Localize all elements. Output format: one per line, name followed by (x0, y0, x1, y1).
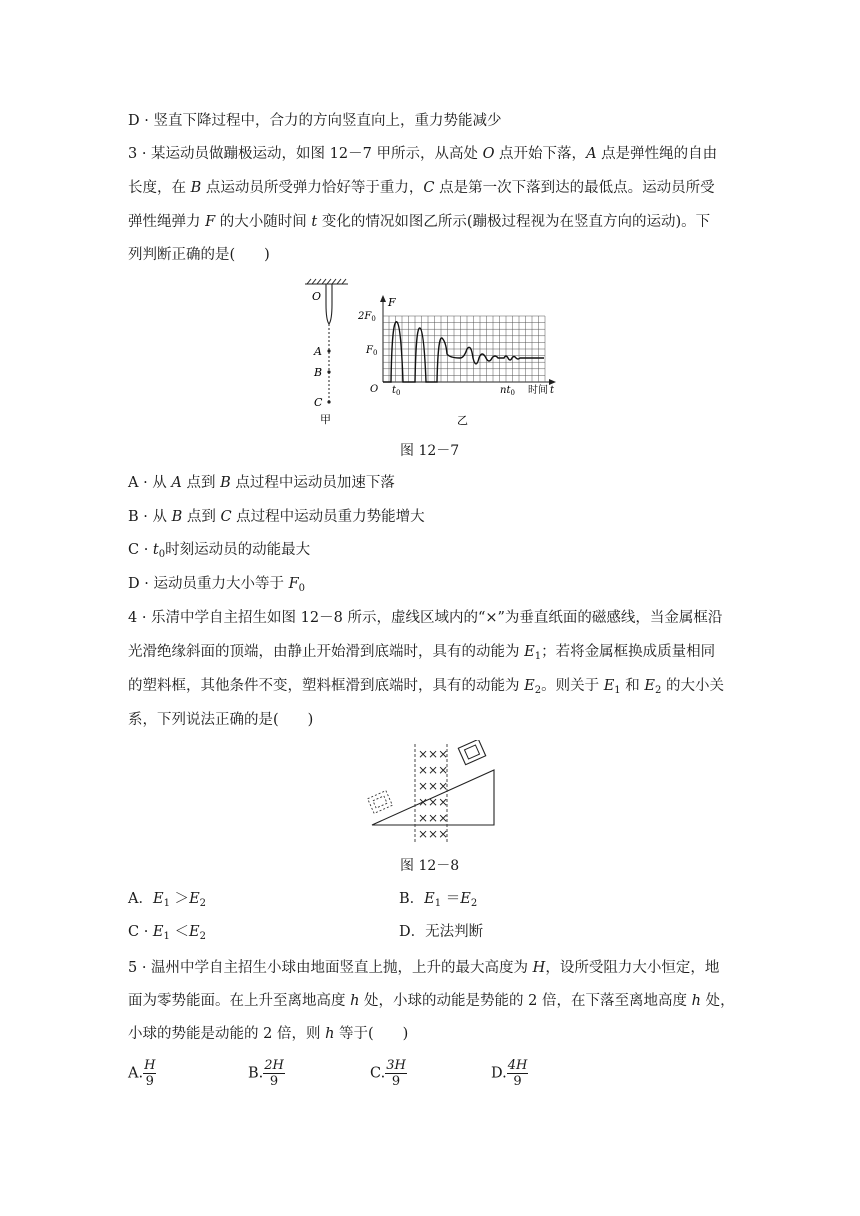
point-c-dot (327, 400, 330, 403)
label-2f0: $2F_0$ (358, 311, 376, 323)
q5-option-c: C. $\frac{3H}{9}$ (370, 1058, 406, 1089)
label-nt0: $nt_0$ (500, 385, 515, 397)
q3-option-d: D · 运动员重力大小等于 $F_0$ (128, 576, 305, 594)
q3-option-a: A · 从 A 点到 B 点过程中运动员加速下落 (128, 475, 395, 491)
label-t-axis: t (550, 385, 555, 396)
q5-stem-line-2: 面为零势能面。在上升至离地高度 h 处，小球的动能是势能的 2 倍，在下落至离地高度 h 处， (128, 993, 735, 1009)
svg-text:×××: ××× (418, 747, 449, 761)
svg-text:×××: ××× (418, 795, 449, 809)
figure-12-7-caption: 图 12－7 (400, 443, 460, 459)
svg-text:×××: ××× (418, 811, 449, 825)
point-a-dot (327, 349, 330, 352)
label-time: 时间 (528, 385, 548, 396)
label-f-axis: F (388, 296, 396, 309)
q5-option-b: B. $\frac{2H}{9}$ (248, 1058, 284, 1089)
figure-12-8-caption: 图 12－8 (400, 858, 460, 874)
figure-12-8 (360, 740, 510, 845)
y-axis-arrow (380, 295, 386, 302)
label-yi: 乙 (457, 414, 468, 427)
q4-option-c: $C \cdot E_1 <E_2$ (128, 924, 206, 942)
label-o: O (312, 290, 322, 303)
force-curve (383, 322, 544, 382)
label-jia: 甲 (320, 413, 331, 426)
point-b-dot (327, 370, 330, 373)
q4-stem-line-3: 的塑料框，其他条件不变，塑料框滑到底端时，具有的动能为 $E_2$。则关于 $E_1$ 和 $E_2$ 的大小关 (128, 678, 724, 696)
frame-bottom-dashed (368, 791, 393, 814)
metal-frame-top (458, 740, 485, 765)
elastic-rope (326, 284, 332, 324)
q3-stem-line-3: 弹性绳弹力 F 的大小随时间 t 变化的情况如图乙所示(蹦极过程视为在竖直方向的运动)。下 (128, 214, 711, 230)
q4-option-a: A．$E_1 >E_2$ (128, 891, 207, 909)
label-t0: $t_0$ (392, 385, 401, 397)
q4-option-b: B．$E_1 =E_2$ (399, 891, 478, 909)
svg-text:×××: ××× (418, 827, 449, 841)
q4-stem-line-2: 光滑绝缘斜面的顶端，由静止开始滑到底端时，具有的动能为 $E_1$；若将金属框换成质量相同 (128, 644, 716, 662)
q3-stem-line-1: 3 · 某运动员做蹦极运动，如图 12－7 甲所示，从高处 O 点开始下落，A 点是弹性绳的自由 (128, 146, 718, 162)
q5-stem-line-1: 5 · 温州中学自主招生小球由地面竖直上抛，上升的最大高度为 H，设所受阻力大小恒定，地 (128, 960, 720, 976)
magnetic-field-crosses (418, 747, 448, 841)
label-b: B (314, 366, 323, 379)
q4-stem-line-4: 系，下列说法正确的是( ) (128, 712, 314, 728)
q5-stem-line-3: 小球的势能是动能的 2 倍，则 h 等于( ) (128, 1026, 409, 1042)
q5-option-a: A. $\frac{H}{9}$ (128, 1058, 156, 1089)
q3-option-c: $C \cdot t_0$时刻运动员的动能最大 (128, 542, 311, 560)
graph-grid (383, 316, 545, 382)
q5-option-d: D. $\frac{4H}{9}$ (491, 1058, 528, 1089)
label-f0: $F_0$ (366, 345, 378, 357)
label-a: A (314, 345, 322, 358)
svg-text:×××: ××× (418, 763, 449, 777)
q4-option-d: D．无法判断 (399, 924, 484, 940)
ceiling-hatch (305, 279, 348, 284)
q3-stem-line-2: 长度，在 B 点运动员所受弹力恰好等于重力，C 点是第一次下落到达的最低点。运动员所受 (128, 180, 715, 196)
label-origin: O (370, 384, 379, 395)
q2-option-d: D · 竖直下降过程中，合力的方向竖直向上，重力势能减少 (128, 113, 502, 129)
figure-12-7 (300, 278, 570, 428)
label-c: C (314, 396, 323, 409)
svg-text:×××: ××× (418, 779, 449, 793)
q3-stem-line-4: 列判断正确的是( ) (128, 247, 270, 263)
q3-option-b: B · 从 B 点到 C 点过程中运动员重力势能增大 (128, 509, 425, 525)
q4-stem-line-1: 4 · 乐清中学自主招生如图 12－8 所示，虚线区域内的“×”为垂直纸面的磁感线，当金属框沿 (128, 610, 723, 626)
